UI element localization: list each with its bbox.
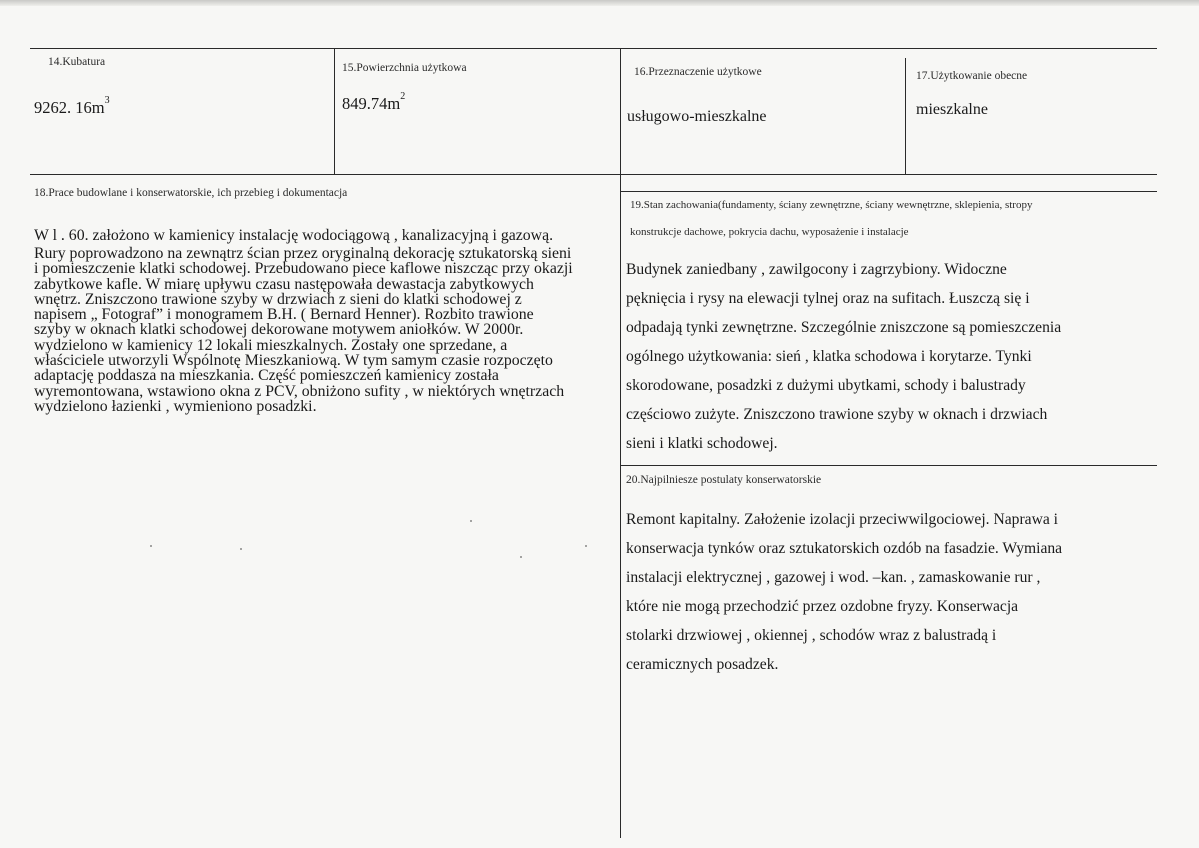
field-value: usługowo-mieszkalne (627, 108, 767, 125)
section19-top-border (620, 191, 1157, 192)
section20-text (626, 505, 1146, 679)
text-line: wydzielono łazienki , wymieniono posadzki. (34, 397, 317, 415)
field-label: 15.Powierzchnia użytkowa (342, 62, 467, 74)
section19-label: 19.Stan zachowania(fundamenty, ściany zewnętrzne, ściany wewnętrzne, sklepienia, stropy (630, 199, 1033, 211)
text-line: Rury poprowadzono na zewnątrz ścian przez oryginalną dekorację sztukatorską sieni (34, 245, 572, 262)
text-line: ogólnego użytkowania: sień , klatka schodowa i korytarze. Tynki (626, 348, 1032, 365)
text-line: zabytkowe kafle. W miarę upływu czasu następowała dewastacja zabytkowych (34, 275, 534, 293)
text-line: napisem „ Fotograf” i monogramem B.H. ( Bernard Henner). Rozbito trawione (34, 306, 534, 324)
top-border (30, 48, 1157, 49)
section18-label: 18.Prace budowlane i konserwatorskie, ich przebieg i dokumentacja (34, 187, 348, 199)
text-line: sieni i klatki schodowej. (626, 435, 778, 452)
text-line: ceramicznych posadzek. (626, 656, 779, 673)
text-line: częściowo zużyte. Zniszczono trawione szyby w oknach i drzwiach (626, 406, 1048, 423)
text-line: odpadają tynki zewnętrzne. Szczególnie zniszczone są pomieszczenia (626, 319, 1062, 336)
row1-divider (30, 174, 1157, 175)
section20-label: 20.Najpilniesze postulaty konserwatorskie (626, 474, 822, 486)
text-line: adaptację poddasza na mieszkania. Część pomieszczeń kamienicy została (34, 367, 499, 385)
value-number: 849.74m (342, 94, 401, 113)
field-label: 17.Użytkowanie obecne (916, 70, 1028, 82)
text-line: Remont kapitalny. Założenie izolacji przeciwwilgociowej. Naprawa i (626, 511, 1058, 528)
field-value (342, 91, 406, 114)
text-line: i pomieszczenie klatki schodowej. Przebudowano piece kaflowe niszcząc przy okazji (34, 260, 573, 278)
value-exponent: 3 (104, 95, 110, 106)
text-line: właściciele utworzyli Wspólnotę Mieszkaniową. W tym samym czasie rozpoczęto (34, 352, 553, 370)
scan-speck (240, 548, 242, 550)
text-line: które nie mogą przechodzić przez ozdobne fryzy. Konserwacja (626, 598, 1019, 615)
field-value (34, 95, 110, 118)
text-line: skorodowane, posadzki z dużymi ubytkami, schody i balustrady (626, 377, 1026, 394)
scan-speck (150, 545, 152, 547)
section19-text (626, 255, 1146, 458)
scan-speck (585, 545, 587, 547)
field-label: 16.Przeznaczenie użytkowe (634, 66, 762, 78)
scan-top-edge (0, 0, 1199, 6)
text-line: Budynek zaniedbany , zawilgocony i zagrzybiony. Widoczne (626, 261, 1007, 278)
col-divider-3 (905, 58, 906, 174)
text-line: stolarki drzwiowej , okiennej , schodów wraz z balustradą i (626, 627, 997, 644)
col-divider-1 (334, 48, 335, 174)
value-number: 9262. 16m (34, 98, 105, 117)
text-line: wydzielono w kamienicy 12 lokali mieszkalnych. Zostały one sprzedane, a (34, 336, 508, 354)
text-line: pęknięcia i rysy na elewacji tylnej oraz na sufitach. Łuszczą się i (626, 290, 1030, 307)
text-line: wyremontowana, wstawiono okna z PCV, obniżono sufity , w niektórych wnętrzach (34, 382, 565, 400)
col-divider-2 (620, 48, 621, 838)
text-line: szyby w oknach klatki schodowej dekorowane motywem aniołków. W 2000r. (34, 321, 524, 339)
value-exponent: 2 (400, 91, 406, 102)
field-value: mieszkalne (916, 101, 988, 118)
text-line: W l . 60. założono w kamienicy instalację wodociągową , kanalizacyjną i gazową. (34, 227, 554, 244)
scan-speck (520, 556, 522, 558)
text-line: instalacji elektrycznej , gazowej i wod. –kan. , zamaskowanie rur , (626, 569, 1041, 586)
section19-label-continued: konstrukcje dachowe, pokrycia dachu, wyposażenie i instalacje (630, 226, 909, 238)
scan-speck (470, 520, 472, 522)
text-line: konserwacja tynków oraz sztukatorskich ozdób na fasadzie. Wymiana (626, 540, 1063, 557)
text-line: wnętrz. Zniszczono trawione szyby w drzwiach z sieni do klatki schodowej z (34, 290, 522, 308)
section20-top-border (620, 465, 1157, 466)
field-label: 14.Kubatura (48, 56, 106, 68)
section18-text (34, 226, 622, 414)
